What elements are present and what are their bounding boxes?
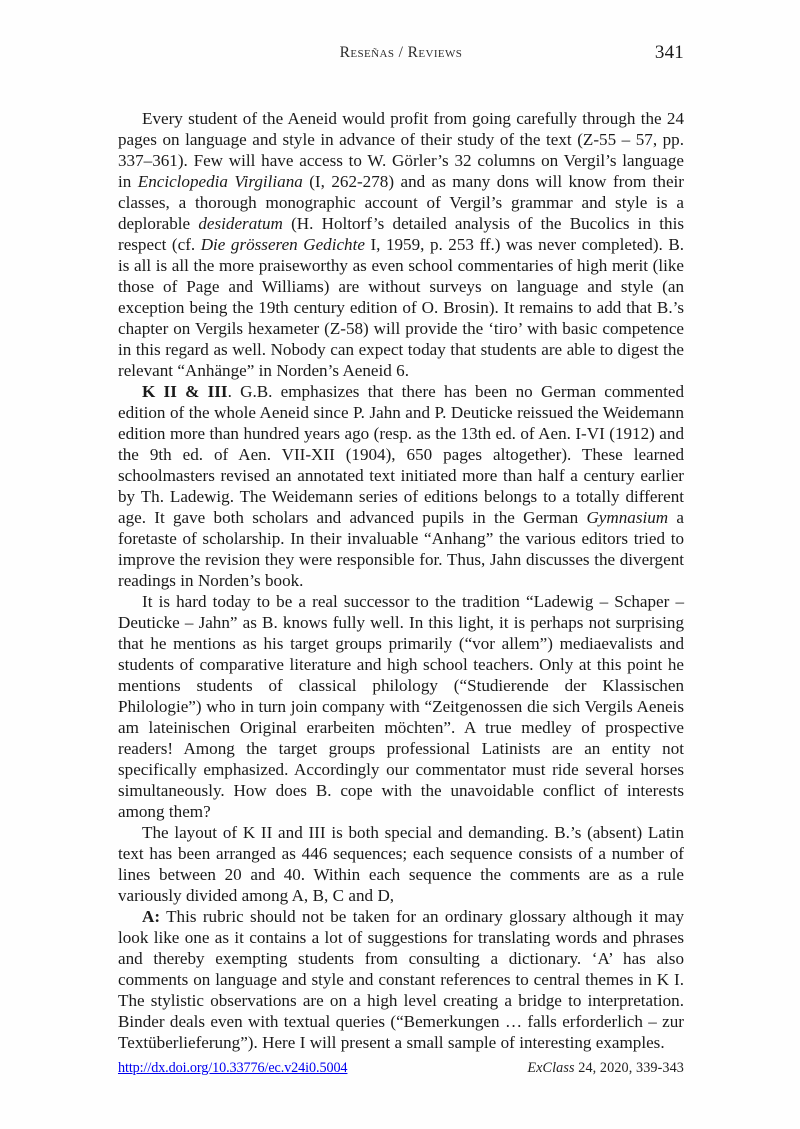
paragraph: K II & III. G.B. emphasizes that there has been no German commented edition of the whole Aeneid since P. Jahn and P. Deuticke reissued the Weidemann edition more than hundred years ago (resp. as the 13th ed. of Aen. I-VI (1912) and the 9th ed. of Aen. VII-XII (1904), 650 pages altogether). These learned schoolmasters revised an annotated text initiated more than half a century earlier by Th. Ladewig. The Weidemann series of editions belongs to a totally different age. It gave both scholars and advanced pupils in the German Gymnasium a foretaste of scholarship. In their invaluable “Anhang” the various editors tried to improve the revision they were responsible for. Thus, Jahn discusses the divergent readings in Norden’s book. (118, 382, 684, 590)
doi-link[interactable]: http://dx.doi.org/10.33776/ec.v24i0.5004 (118, 1060, 348, 1076)
running-head-title: Reseñas / Reviews (339, 44, 463, 61)
journal-citation (527, 1060, 684, 1077)
journal-citation-details: 24, 2020, 339-343 (574, 1060, 684, 1076)
page-footer (118, 1060, 684, 1084)
paragraph: The layout of K II and III is both special and demanding. B.’s (absent) Latin text has been arranged as 446 sequences; each sequence consists of a number of lines between 20 and 40. Within each sequence the comments are as a rule variously divided among A, B, C and D, (118, 823, 684, 905)
paragraph: It is hard today to be a real successor to the tradition “Ladewig – Schaper – Deuticke – Jahn” as B. knows fully well. In this light, it is perhaps not surprising that he mentions as his target groups primarily (“vor allem”) mediaevalists and students of comparative literature and high school teachers. Only at this point he mentions students of classical philology (“Studierende der Klassischen Philologie”) who in turn join company with “Zeitgenossen die sich Vergils Aeneis am lateinischen Original erarbeiten möchten”. A true medley of prospective readers! Among the target groups professional Latinists are an entity not specifically emphasized. Accordingly our commentator must ride several horses simultaneously. How does B. cope with the unavoidable conflict of interests among them? (118, 592, 684, 821)
body-text-block (118, 108, 684, 1053)
paragraph: A: This rubric should not be taken for an ordinary glossary although it may look like one as it contains a lot of suggestions for translating words and phrases and thereby exempting students from consulting a dictionary. ‘A’ has also comments on language and style and constant references to central themes in K I. The stylistic observations are on a high level creating a bridge to interpretation. Binder deals even with textual queries (“Bemerkungen … falls erforderlich – zur Textüberlieferung”). Here I will present a small sample of interesting examples. (118, 907, 684, 1052)
paragraph: Every student of the Aeneid would profit from going carefully through the 24 pages on language and style in advance of their study of the text (Z-55 – 57, pp. 337–361). Few will have access to W. Görler’s 32 columns on Vergil’s language in Enciclopedia Virgiliana (I, 262-278) and as many dons will know from their classes, a thorough monographic account of Vergil’s grammar and style is a deplorable desideratum (H. Holtorf’s detailed analysis of the Bucolics in this respect (cf. Die grösseren Gedichte I, 1959, p. 253 ff.) was never completed). B. is all is all the more praiseworthy as even school commentaries of high merit (like those of Page and Williams) are without surveys on language and style (an exception being the 19th century edition of O. Brosin). It remains to add that B.’s chapter on Vergils hexameter (Z-58) will provide the ‘tiro’ with basic competence in this regard as well. Nobody can expect today that students are able to digest the relevant “Anhänge” in Norden’s Aeneid 6. (118, 109, 685, 380)
running-head (118, 44, 684, 66)
page-number: 341 (654, 42, 684, 63)
journal-title: ExClass (527, 1060, 575, 1076)
